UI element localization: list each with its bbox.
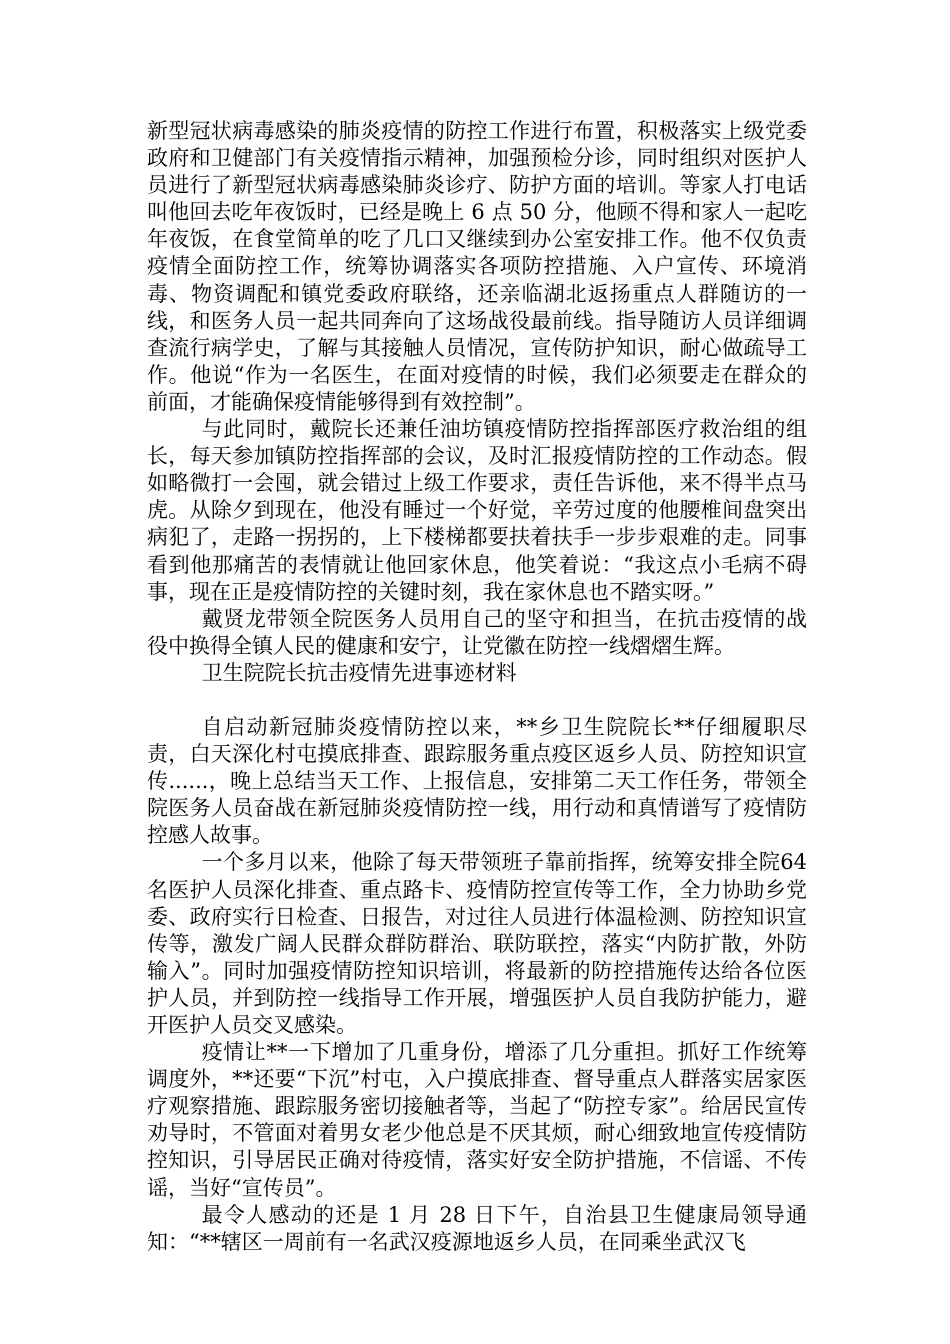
section-paragraph-2: 一个多月以来，他除了每天带领班子靠前指挥，统筹安排全院64 名医护人员深化排查、重点路卡、疫情防控宣传等工作，全力协助乡党委、政府实行日检查、日报告，对过往人员进行体温检测、防控知识宣传等，激发广阔人民群众群防群治、联防联控，落实“内防扩散，外防输入”。同时加强疫情防控知识培训，将最新的防控措施传达给各位医护人员，并到防控一线指导工作开展，增强医护人员自我防护能力，避开医护人员交叉感染。	[147, 850, 807, 1037]
blank-line	[147, 687, 807, 714]
section-title: 卫生院院长抗击疫情先进事迹材料	[201, 660, 517, 685]
section-paragraph-1: 自启动新冠肺炎疫情防控以来，**乡卫生院院长**仔细履职尽责，白天深化村屯摸底排查、跟踪服务重点疫区返乡人员、防控知识宣传......，晚上总结当天工作、上报信息，安排第二天工作任务，带领全院医务人员奋战在新冠肺炎疫情防控一线，用行动和真情谱写了疫情防控感人故事。	[147, 714, 807, 848]
document-page	[147, 118, 807, 1256]
section-paragraph-4: 最令人感动的还是 1 月 28 日下午，自治县卫生健康局领导通知：“**辖区一周前有一名武汉疫源地返乡人员，在同乘坐武汉飞	[147, 1202, 807, 1254]
paragraph-3: 戴贤龙带领全院医务人员用自己的坚守和担当，在抗击疫情的战役中换得全镇人民的健康和安宁，让党徽在防控一线熠熠生辉。	[147, 606, 807, 658]
section-paragraph-3: 疫情让**一下增加了几重身份，增添了几分重担。抓好工作统筹调度外，**还要“下沉”村屯，入户摸底排查、督导重点人群落实居家医疗观察措施、跟踪服务密切接触者等，当起了“防控专家”。给居民宣传劝导时，不管面对着男女老少他总是不厌其烦，耐心细致地宣传疫情防控知识，引导居民正确对待疫情，落实好安全防护措施，不信谣、不传谣，当好“宣传员”。	[147, 1040, 807, 1200]
paragraph-1: 新型冠状病毒感染的肺炎疫情的防控工作进行布置，积极落实上级党委政府和卫健部门有关疫情指示精神，加强预检分诊，同时组织对医护人员进行了新型冠状病毒感染肺炎诊疗、防护方面的培训。等家人打电话叫他回去吃年夜饭时，已经是晚上 6 点 50 分，他顾不得和家人一起吃年夜饭，在食堂简单的吃了几口又继续到办公室安排工作。他不仅负责疫情全面防控工作，统筹协调落实各项防控措施、入户宣传、环境消毒、物资调配和镇党委政府联络，还亲临湖北返扬重点人群随访的一线，和医务人员一起共同奔向了这场战役最前线。指导随访人员详细调查流行病学史，了解与其接触人员情况，宣传防护知识，耐心做疏导工作。他说“作为一名医生，在面对疫情的时候，我们必须要走在群众的前面，才能确保疫情能够得到有效控制”。	[147, 119, 807, 414]
paragraph-2: 与此同时，戴院长还兼任油坊镇疫情防控指挥部医疗救治组的组长，每天参加镇防控指挥部的会议，及时汇报疫情防控的工作动态。假如略微打一会囤，就会错过上级工作要求，责任告诉他，来不得半点马虎。从除夕到现在，他没有睡过一个好觉，辛劳过度的他腰椎间盘突出病犯了，走路一拐拐的，上下楼梯都要扶着扶手一步步艰难的走。同事看到他那痛苦的表情就让他回家休息，他笑着说：“我这点小毛病不碍事，现在正是疫情防控的关键时刻，我在家休息也不踏实呀。”	[147, 417, 807, 604]
